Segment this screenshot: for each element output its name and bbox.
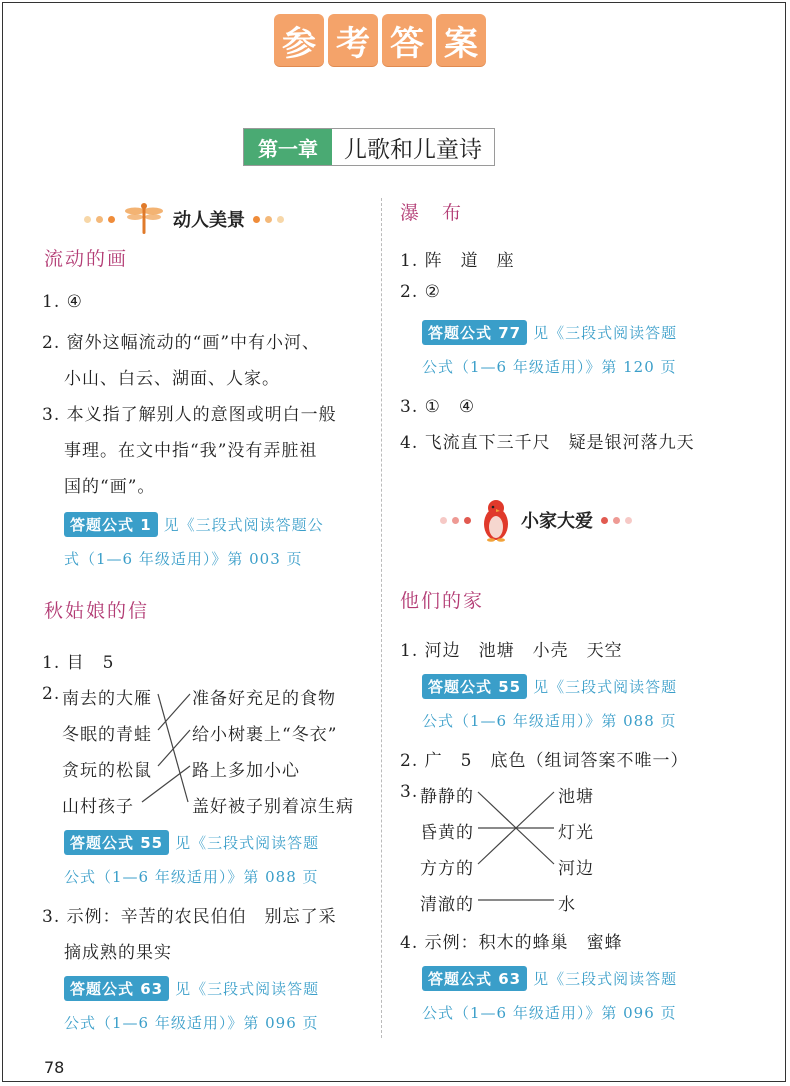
match-left: 冬眠的青蛙: [62, 725, 152, 745]
section-title: 小家大爱: [521, 511, 593, 532]
piece-title: 瀑 布: [400, 202, 464, 224]
answer-line: 1. 河边 池塘 小壳 天空: [400, 641, 623, 661]
match-right: 池塘: [558, 787, 594, 807]
match-right: 路上多加小心: [192, 761, 300, 781]
penguin-icon: [479, 498, 513, 542]
match-line: [158, 730, 190, 766]
formula-text: 公式（1—6 年级适用）》第 120 页: [422, 358, 677, 376]
formula-badge: 答题公式 1: [64, 512, 158, 537]
formula-text: 公式（1—6 年级适用）》第 096 页: [422, 1004, 677, 1022]
match-left: 静静的: [420, 787, 474, 807]
match-left: 山村孩子: [62, 797, 134, 817]
chapter-banner: [243, 128, 495, 166]
formula-ref: [422, 674, 677, 699]
answer-label: 2.: [42, 684, 61, 704]
answer-line: 2. ②: [400, 282, 441, 302]
formula-badge: 答题公式 55: [64, 830, 169, 855]
answer-line: 摘成熟的果实: [64, 943, 172, 963]
formula-text: 公式（1—6 年级适用）》第 096 页: [64, 1014, 319, 1032]
column-divider: [381, 198, 382, 1038]
decor-dots: [440, 517, 471, 524]
section-header-right: [440, 498, 632, 542]
answer-line: 3. ① ④: [400, 397, 476, 417]
piece-title: 流动的画: [44, 248, 129, 270]
decor-dots: [84, 216, 115, 223]
formula-ref: [64, 976, 319, 1001]
formula-text: 见《三段式阅读答题: [175, 980, 320, 998]
formula-badge: 答题公式 77: [422, 320, 527, 345]
answer-line: 4. 飞流直下三千尺 疑是银河落九天: [400, 433, 695, 453]
match-line: [158, 694, 188, 802]
decor-dots: [253, 216, 284, 223]
answer-line: 1. ④: [42, 292, 83, 312]
piece-title: 秋姑娘的信: [44, 600, 150, 622]
match-right: 水: [558, 895, 576, 915]
formula-text: 见《三段式阅读答题: [533, 678, 678, 696]
answer-line: 2. 广 5 底色（组词答案不唯一）: [400, 751, 689, 771]
formula-badge: 答题公式 63: [422, 966, 527, 991]
formula-ref: [422, 966, 677, 991]
decor-dots: [601, 517, 632, 524]
formula-text: 见《三段式阅读答题: [533, 324, 678, 342]
formula-ref: [422, 320, 677, 345]
heading-char: 参: [274, 14, 324, 66]
match-left: 清澈的: [420, 895, 474, 915]
formula-badge: 答题公式 55: [422, 674, 527, 699]
match-right: 盖好被子别着凉生病: [192, 797, 354, 817]
heading-char: 案: [436, 14, 486, 66]
match-left: 南去的大雁: [62, 689, 152, 709]
match-right: 河边: [558, 859, 594, 879]
answer-line: 国的“画”。: [64, 477, 156, 497]
formula-text: 见《三段式阅读答题公: [163, 516, 324, 534]
formula-text: 见《三段式阅读答题: [175, 834, 320, 852]
section-title: 动人美景: [173, 210, 245, 231]
matching-lines: [140, 684, 200, 814]
match-left: 贪玩的松鼠: [62, 761, 152, 781]
page-number: 78: [44, 1058, 65, 1077]
match-right: 准备好充足的食物: [192, 689, 336, 709]
formula-text: 见《三段式阅读答题: [533, 970, 678, 988]
matching-lines: [476, 782, 560, 912]
section-header-left: [84, 202, 284, 236]
answer-line: 4. 示例：积木的蜂巢 蜜蜂: [400, 933, 623, 953]
chapter-number: 第一章: [244, 129, 332, 165]
chapter-name: 儿歌和儿童诗: [332, 129, 494, 165]
heading-char: 考: [328, 14, 378, 66]
answer-line: 2. 窗外这幅流动的“画”中有小河、: [42, 333, 321, 353]
heading-char: 答: [382, 14, 432, 66]
answer-line: 3. 示例：辛苦的农民伯伯 别忘了采: [42, 907, 337, 927]
match-left: 方方的: [420, 859, 474, 879]
match-right: 给小树裹上“冬衣”: [192, 725, 338, 745]
formula-text: 公式（1—6 年级适用）》第 088 页: [64, 868, 319, 886]
answer-line: 1. 阵 道 座: [400, 251, 515, 271]
formula-text: 式（1—6 年级适用）》第 003 页: [64, 550, 303, 568]
formula-badge: 答题公式 63: [64, 976, 169, 1001]
answer-line: 3. 本义指了解别人的意图或明白一般: [42, 405, 337, 425]
answer-line: 1. 目 5: [42, 653, 115, 673]
piece-title: 他们的家: [400, 590, 485, 612]
match-right: 灯光: [558, 823, 594, 843]
match-left: 昏黄的: [420, 823, 474, 843]
answer-line: 小山、白云、湖面、人家。: [64, 369, 280, 389]
page-heading: [274, 14, 486, 66]
answer-label: 3.: [400, 782, 419, 802]
answer-line: 事理。在文中指“我”没有弄脏祖: [64, 441, 318, 461]
formula-text: 公式（1—6 年级适用）》第 088 页: [422, 712, 677, 730]
formula-ref: [64, 512, 324, 537]
dragonfly-icon: [123, 202, 165, 236]
formula-ref: [64, 830, 319, 855]
